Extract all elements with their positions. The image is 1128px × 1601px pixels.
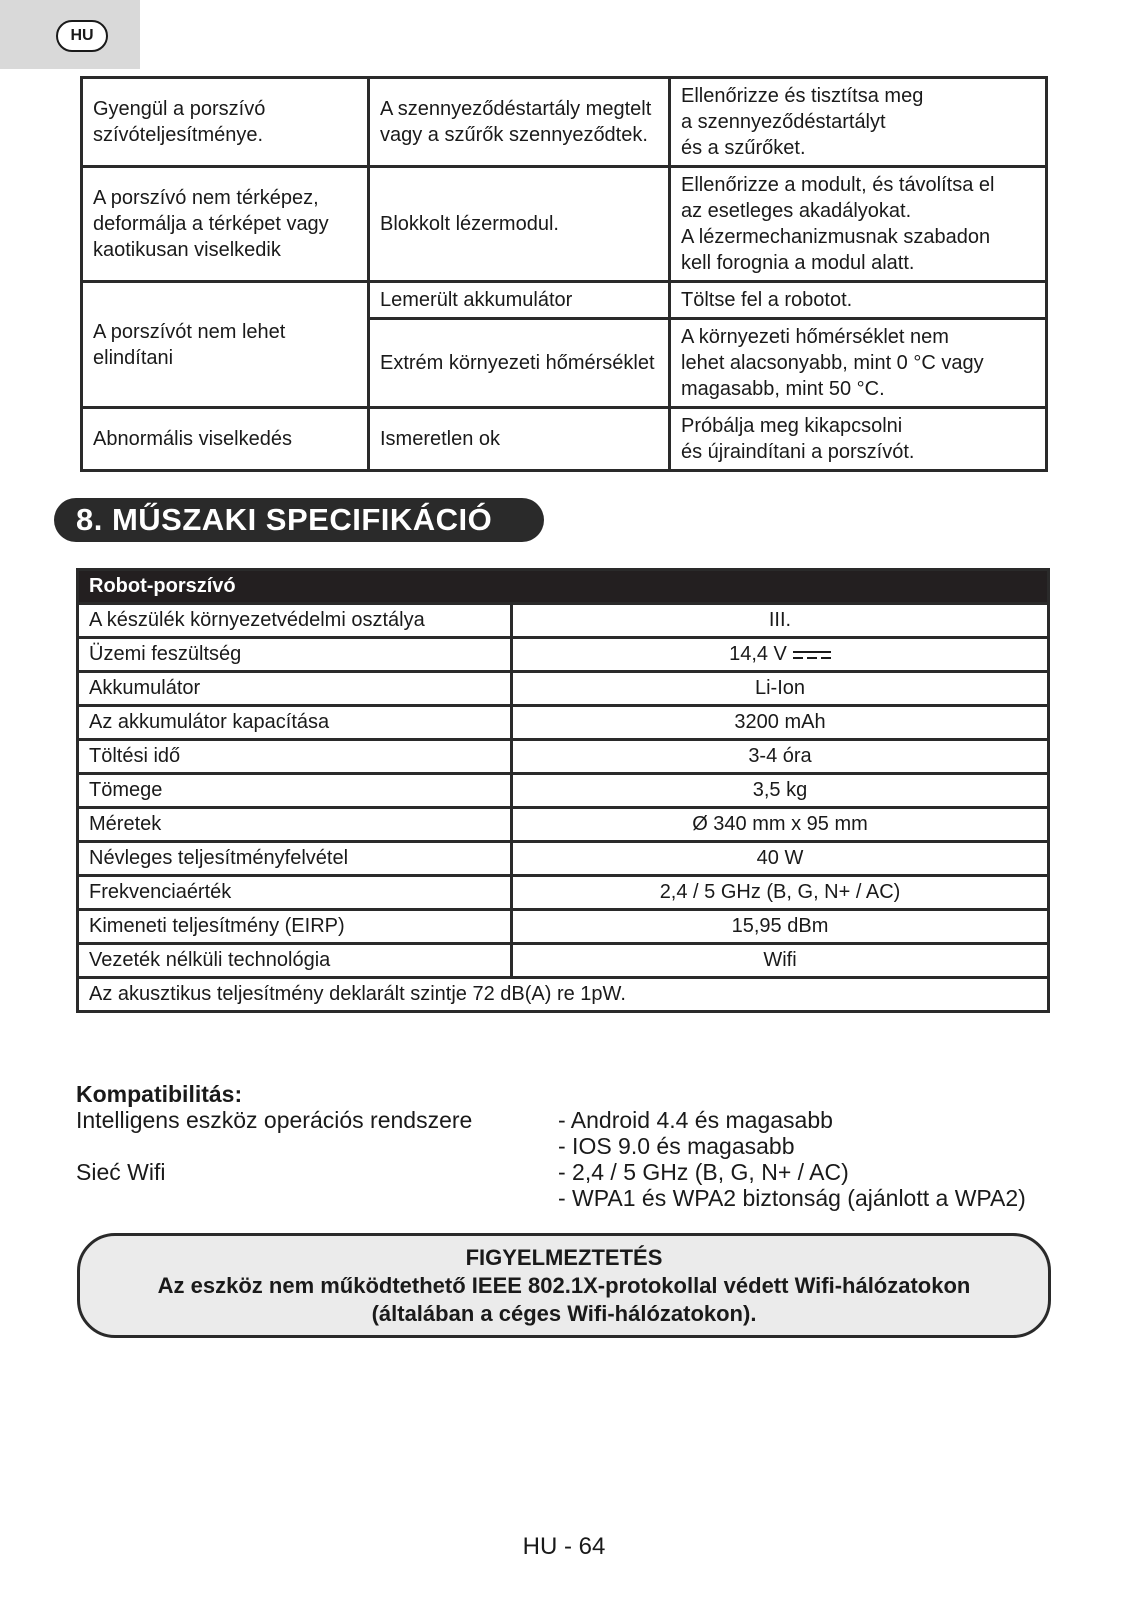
compat-os-value: - Android 4.4 és magasabb bbox=[558, 1107, 833, 1133]
spec-header-row bbox=[78, 570, 1049, 604]
warning-text: (általában a céges Wifi-hálózatokon). bbox=[371, 1301, 757, 1326]
spec-footer-row bbox=[78, 978, 1049, 1012]
cause-cell: Extrém környezeti hőmérséklet bbox=[369, 319, 670, 408]
solution-line: A környezeti hőmérséklet nem bbox=[681, 326, 949, 348]
spec-label: Töltési idő bbox=[78, 740, 512, 774]
table-row bbox=[82, 167, 1047, 282]
solution-line: és a szűrőket. bbox=[681, 137, 806, 159]
spec-label: A készülék környezetvédelmi osztálya bbox=[78, 604, 512, 638]
table-row bbox=[78, 842, 1049, 876]
spec-footer: Az akusztikus teljesítmény deklarált szintje 72 dB(A) re 1pW. bbox=[78, 978, 1049, 1012]
compat-wifi-row bbox=[76, 1185, 1056, 1211]
table-row bbox=[82, 78, 1047, 167]
solution-line: Próbálja meg kikapcsolni bbox=[681, 415, 903, 437]
table-row bbox=[78, 706, 1049, 740]
compat-os-label: Intelligens eszköz operációs rendszere bbox=[76, 1107, 473, 1133]
table-row bbox=[78, 808, 1049, 842]
section-title: 8. MŰSZAKI SPECIFIKÁCIÓ bbox=[54, 498, 544, 542]
problem-cell: A porszívó nem térképez, deformálja a térképet vagy kaotikusan viselkedik bbox=[82, 167, 369, 282]
spec-label: Névleges teljesítményfelvétel bbox=[78, 842, 512, 876]
table-row bbox=[78, 740, 1049, 774]
spec-value: 40 W bbox=[512, 842, 1049, 876]
compat-wifi-label: Sieć Wifi bbox=[76, 1159, 166, 1185]
table-row bbox=[78, 672, 1049, 706]
solution-line: Ellenőrizze és tisztítsa meg bbox=[681, 85, 924, 107]
warning-text: Az eszköz nem működtethető IEEE 802.1X-protokollal védett Wifi-hálózatokon bbox=[157, 1273, 971, 1298]
spec-value: 3,5 kg bbox=[512, 774, 1049, 808]
spec-label: Kimeneti teljesítmény (EIRP) bbox=[78, 910, 512, 944]
solution-line: Töltse fel a robotot. bbox=[681, 289, 853, 311]
spec-value: III. bbox=[512, 604, 1049, 638]
compat-os-row bbox=[76, 1133, 1056, 1159]
compat-wifi-value: - 2,4 / 5 GHz (B, G, N+ / AC) bbox=[558, 1159, 849, 1185]
spec-value: Li-Ion bbox=[512, 672, 1049, 706]
table-row bbox=[82, 408, 1047, 471]
cause-cell: Lemerült akkumulátor bbox=[369, 282, 670, 319]
warning-title: FIGYELMEZTETÉS bbox=[465, 1245, 663, 1270]
solution-cell bbox=[670, 319, 1047, 408]
solution-line: Ellenőrizze a modult, és távolítsa el bbox=[681, 174, 995, 196]
compat-os-value: - IOS 9.0 és magasabb bbox=[558, 1133, 795, 1159]
compatibility-title: Kompatibilitás: bbox=[76, 1081, 243, 1107]
solution-line: és újraindítani a porszívót. bbox=[681, 441, 915, 463]
solution-cell bbox=[670, 408, 1047, 471]
solution-line: magasabb, mint 50 °C. bbox=[681, 378, 885, 400]
compatibility-section bbox=[76, 1081, 1056, 1211]
spec-value: 2,4 / 5 GHz (B, G, N+ / AC) bbox=[512, 876, 1049, 910]
cause-cell: Blokkolt lézermodul. bbox=[369, 167, 670, 282]
page-number: HU - 64 bbox=[522, 1533, 606, 1560]
dc-symbol-icon bbox=[793, 648, 831, 662]
cause-cell: A szennyeződéstartály megtelt vagy a szűrők szennyeződtek. bbox=[369, 78, 670, 167]
spec-table bbox=[76, 568, 1050, 1013]
spec-label: Akkumulátor bbox=[78, 672, 512, 706]
solution-line: a szennyeződéstartályt bbox=[681, 111, 886, 133]
table-row bbox=[82, 282, 1047, 319]
solution-line: lehet alacsonyabb, mint 0 °C vagy bbox=[681, 352, 984, 374]
problem-cell: Abnormális viselkedés bbox=[82, 408, 369, 471]
table-row bbox=[78, 604, 1049, 638]
solution-cell bbox=[670, 282, 1047, 319]
spec-label: Üzemi feszültség bbox=[78, 638, 512, 672]
solution-line: az esetleges akadályokat. bbox=[681, 200, 912, 222]
spec-label: Tömege bbox=[78, 774, 512, 808]
problem-cell: Gyengül a porszívó szívóteljesítménye. bbox=[82, 78, 369, 167]
table-row bbox=[78, 910, 1049, 944]
solution-line: kell forognia a modul alatt. bbox=[681, 252, 915, 274]
spec-label: Méretek bbox=[78, 808, 512, 842]
spec-value: 15,95 dBm bbox=[512, 910, 1049, 944]
spec-value: 3-4 óra bbox=[512, 740, 1049, 774]
solution-line: A lézermechanizmusnak szabadon bbox=[681, 226, 991, 248]
solution-cell bbox=[670, 167, 1047, 282]
table-row bbox=[78, 876, 1049, 910]
compat-os-row bbox=[76, 1107, 1056, 1133]
spec-value: 14,4 V bbox=[729, 643, 787, 665]
solution-cell bbox=[670, 78, 1047, 167]
spec-label: Frekvenciaérték bbox=[78, 876, 512, 910]
spec-value: Ø 340 mm x 95 mm bbox=[512, 808, 1049, 842]
compat-wifi-value: - WPA1 és WPA2 biztonság (ajánlott a WPA2) bbox=[558, 1185, 1026, 1211]
language-badge: HU bbox=[56, 20, 108, 52]
cause-cell: Ismeretlen ok bbox=[369, 408, 670, 471]
spec-value: Wifi bbox=[512, 944, 1049, 978]
spec-label: Az akkumulátor kapacítása bbox=[78, 706, 512, 740]
spec-value: 3200 mAh bbox=[512, 706, 1049, 740]
compat-wifi-row bbox=[76, 1159, 1056, 1185]
troubleshooting-table bbox=[80, 76, 1048, 472]
spec-header: Robot-porszívó bbox=[78, 570, 1049, 604]
spec-label: Vezeték nélküli technológia bbox=[78, 944, 512, 978]
problem-cell: A porszívót nem lehet elindítani bbox=[82, 282, 369, 408]
table-row bbox=[78, 774, 1049, 808]
spec-value-cell bbox=[512, 638, 1049, 672]
warning-box bbox=[77, 1233, 1051, 1338]
table-row bbox=[78, 638, 1049, 672]
table-row bbox=[78, 944, 1049, 978]
